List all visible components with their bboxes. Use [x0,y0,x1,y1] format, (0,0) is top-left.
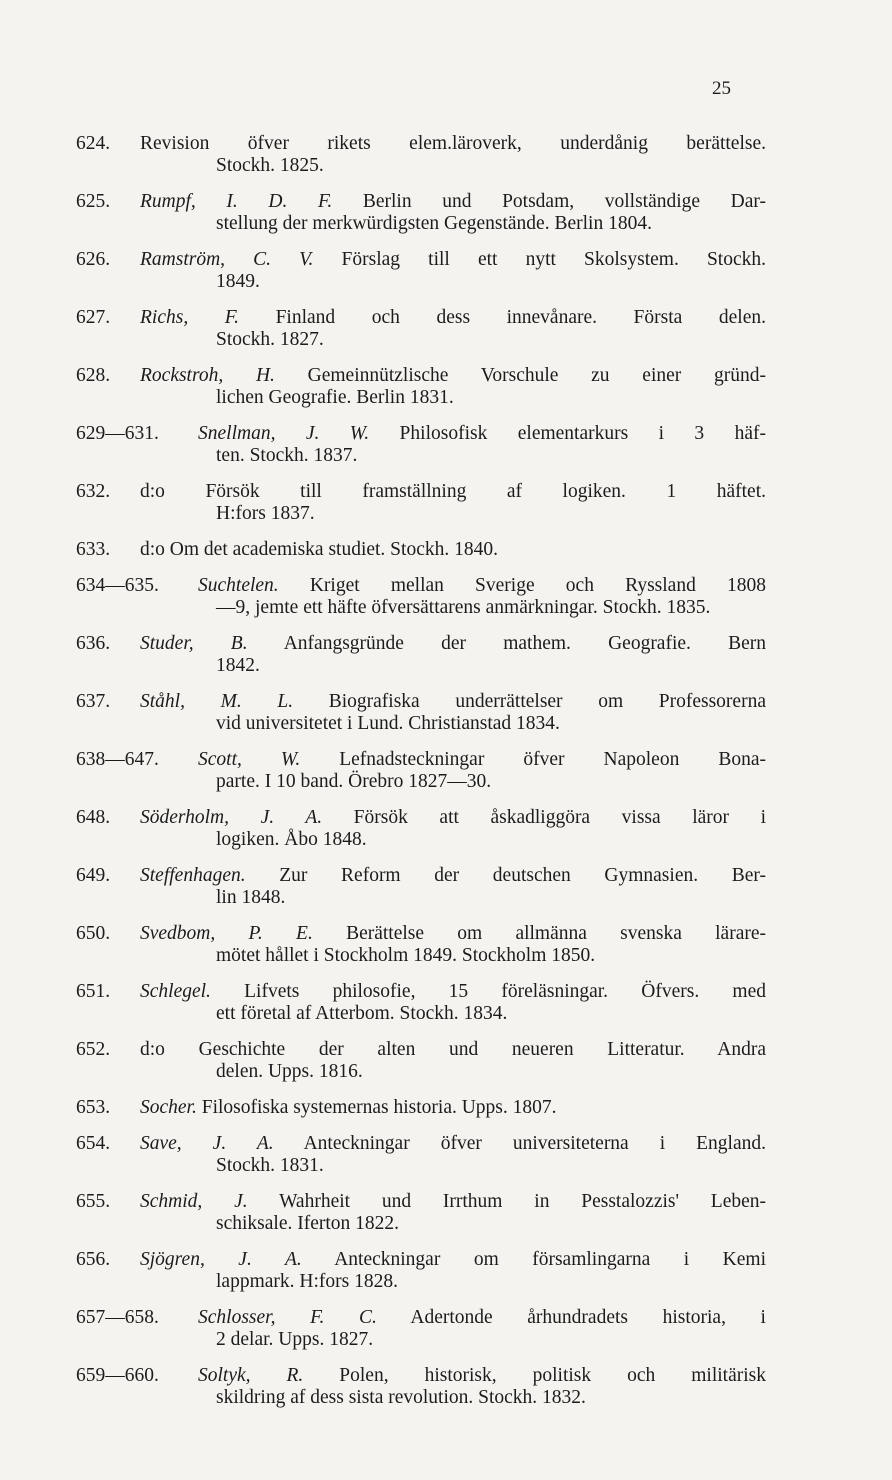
bibliography-entry [76,575,766,619]
entry-continuation: 1842. [216,655,260,676]
entry-first-line [76,1039,766,1061]
entry-author: Schlegel. [140,981,211,1002]
entry-title: Lifvets philosofie, 15 föreläsningar. Öfvers. med [210,981,766,1002]
entry-first-line [76,1307,766,1329]
bibliography-entry [76,749,766,793]
bibliography-entry [76,1039,766,1083]
entry-continuation: logiken. Åbo 1848. [216,829,367,850]
entry-title: Finland och dess innevånare. Första delen. [239,307,766,328]
entry-continuation: delen. Upps. 1816. [216,1061,363,1082]
entry-first-line [76,249,766,271]
entry-number: 655. [76,1191,111,1212]
entry-number: 659—660. [76,1365,159,1386]
bibliography-entry [76,1307,766,1351]
entry-first-line [76,807,766,829]
bibliography-entry [76,249,766,293]
entry-continuation: Stockh. 1827. [216,329,324,350]
entry-author: Schlosser, F. C. [198,1307,377,1328]
entry-title: Anteckningar om församlingarna i Kemi [301,1249,767,1270]
entry-number: 652. [76,1039,111,1060]
entry-title: Polen, historisk, politisk och militärisk [303,1365,766,1386]
entry-continuation: ten. Stockh. 1837. [216,445,358,466]
entry-first-line [76,1249,766,1271]
entry-title: Lefnadsteckningar öfver Napoleon Bona- [300,749,766,770]
entry-number: 637. [76,691,111,712]
entry-first-line [76,307,766,329]
entry-author: Svedbom, P. E. [140,923,313,944]
entry-first-line [76,481,766,503]
entry-title: Förslag till ett nytt Skolsystem. Stockh. [313,249,766,270]
entry-continuation: lichen Geografie. Berlin 1831. [216,387,454,408]
entry-author: Suchtelen. [198,575,279,596]
entry-first-line [76,365,766,387]
entry-first-line [76,539,766,561]
entry-author: Richs, F. [140,307,240,328]
entry-title: Zur Reform der deutschen Gymnasien. Ber- [245,865,766,886]
entry-author: Save, J. A. [140,1133,274,1154]
entry-continuation: Stockh. 1825. [216,155,324,176]
bibliography-entry [76,481,766,525]
entry-continuation: mötet hållet i Stockholm 1849. Stockholm 1850. [216,945,596,966]
bibliography-entry [76,1365,766,1409]
bibliography-entry [76,981,766,1025]
entry-number: 638—647. [76,749,159,770]
entry-title: Filosofiska systemernas historia. Upps. 1807. [196,1097,557,1118]
entry-continuation: schiksale. Iferton 1822. [216,1213,400,1234]
entry-author: Sjögren, J. A. [140,1249,302,1270]
entry-continuation: stellung der merkwürdigsten Gegenstände. Berlin 1804. [216,213,652,234]
entry-title: Gemeinnützlische Vorschule zu einer gründ- [274,365,766,386]
entry-title: Philosofisk elementarkurs i 3 häf- [369,423,766,444]
entry-number: 628. [76,365,111,386]
bibliography-list [76,133,766,1423]
entry-continuation: 2 delar. Upps. 1827. [216,1329,374,1350]
bibliography-entry [76,133,766,177]
entry-first-line [76,191,766,213]
entry-title: Biografiska underrättelser om Professorerna [293,691,766,712]
entry-author: Socher. [140,1097,197,1118]
entry-author: Schmid, J. [140,1191,248,1212]
entry-author: Ståhl, M. L. [140,691,294,712]
entry-title: Anfangsgründe der mathem. Geografie. Bern [247,633,766,654]
bibliography-entry [76,1133,766,1177]
entry-author: Ramström, C. V. [140,249,314,270]
entry-title: d:o Geschichte der alten und neueren Litteratur. Andra [140,1039,766,1060]
entry-title: Kriget mellan Sverige och Ryssland 1808 [278,575,766,596]
entry-author: Soltyk, R. [198,1365,304,1386]
entry-author: Scott, W. [198,749,301,770]
entry-first-line [76,633,766,655]
bibliography-entry [76,365,766,409]
bibliography-entry [76,807,766,851]
entry-first-line [76,1365,766,1387]
entry-continuation: skildring af dess sista revolution. Stockh. 1832. [216,1387,586,1408]
entry-author: Studer, B. [140,633,248,654]
bibliography-entry [76,1097,766,1119]
entry-first-line [76,133,766,155]
bibliography-entry [76,691,766,735]
entry-continuation: parte. I 10 band. Örebro 1827—30. [216,771,492,792]
entry-first-line [76,1097,766,1119]
entry-continuation: ett företal af Atterbom. Stockh. 1834. [216,1003,508,1024]
entry-title: Berättelse om allmänna svenska lärare- [312,923,767,944]
entry-number: 651. [76,981,111,1002]
entry-continuation: lappmark. H:fors 1828. [216,1271,398,1292]
bibliography-entry [76,191,766,235]
bibliography-entry [76,923,766,967]
entry-title: Berlin und Potsdam, vollständige Dar- [332,191,766,212]
bibliography-entry [76,865,766,909]
entry-first-line [76,1191,766,1213]
bibliography-entry [76,423,766,467]
entry-title: Adertonde århundradets historia, i [376,1307,766,1328]
entry-author: Rumpf, I. D. F. [140,191,333,212]
entry-number: 624. [76,133,111,154]
entry-title: Revision öfver rikets elem.läroverk, underdånig berättelse. [140,133,766,154]
entry-number: 656. [76,1249,111,1270]
entry-first-line [76,575,766,597]
entry-title: Anteckningar öfver universiteterna i England. [273,1133,766,1154]
entry-number: 653. [76,1097,111,1118]
entry-title: d:o Försök till framställning af logiken. 1 häftet. [140,481,766,502]
bibliography-entry [76,307,766,351]
entry-title: Försök att åskadliggöra vissa läror i [322,807,767,828]
entry-number: 657—658. [76,1307,159,1328]
bibliography-entry [76,539,766,561]
entry-number: 636. [76,633,111,654]
entry-number: 633. [76,539,111,560]
entry-number: 649. [76,865,111,886]
entry-first-line [76,749,766,771]
bibliography-entry [76,1191,766,1235]
entry-first-line [76,1133,766,1155]
entry-number: 650. [76,923,111,944]
entry-author: Rockstroh, H. [140,365,275,386]
bibliography-entry [76,633,766,677]
entry-continuation: lin 1848. [216,887,286,908]
entry-title: d:o Om det academiska studiet. Stockh. 1840. [140,539,498,560]
entry-author: Söderholm, J. A. [140,807,323,828]
entry-number: 654. [76,1133,111,1154]
entry-number: 627. [76,307,111,328]
entry-title: Wahrheit und Irrthum in Pesstalozzis' Leben- [247,1191,767,1212]
entry-continuation: 1849. [216,271,260,292]
entry-number: 629—631. [76,423,159,444]
entry-number: 632. [76,481,111,502]
page-number: 25 [712,78,731,99]
entry-continuation: H:fors 1837. [216,503,315,524]
entry-author: Steffenhagen. [140,865,246,886]
entry-first-line [76,981,766,1003]
entry-continuation: —9, jemte ett häfte öfversättarens anmärkningar. Stockh. 1835. [216,597,711,618]
entry-continuation: Stockh. 1831. [216,1155,324,1176]
entry-author: Snellman, J. W. [198,423,370,444]
entry-first-line [76,423,766,445]
entry-first-line [76,923,766,945]
entry-first-line [76,691,766,713]
entry-number: 626. [76,249,111,270]
entry-first-line [76,865,766,887]
entry-number: 625. [76,191,111,212]
entry-continuation: vid universitetet i Lund. Christianstad 1834. [216,713,560,734]
entry-number: 648. [76,807,111,828]
entry-number: 634—635. [76,575,159,596]
bibliography-entry [76,1249,766,1293]
